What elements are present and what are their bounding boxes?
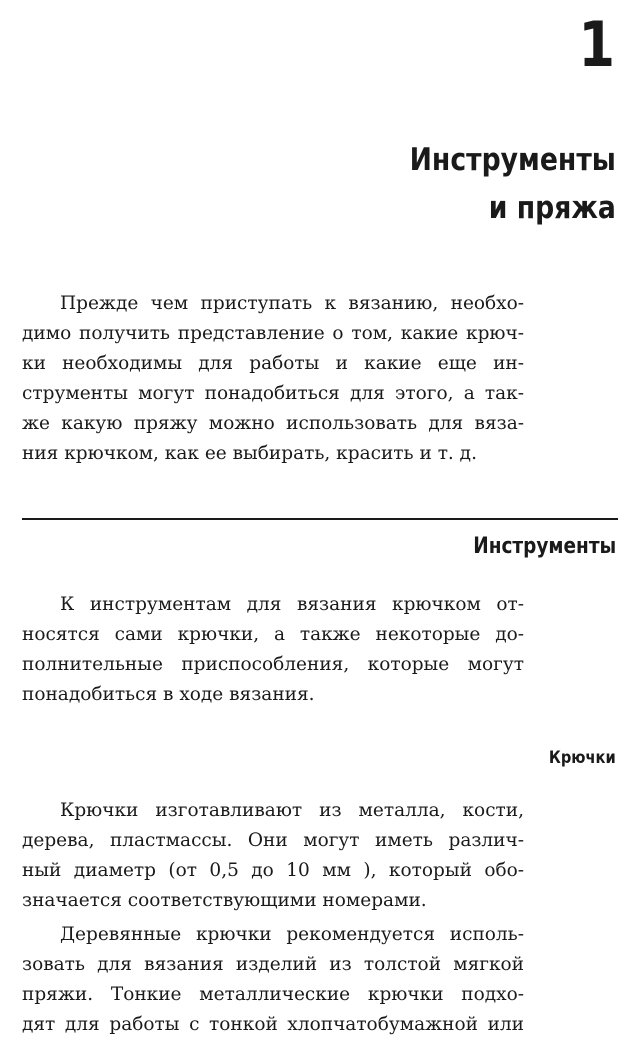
text-line: дерева, пластмассы. Они могут иметь различ-: [22, 830, 524, 851]
text-line: ния крючком, как ее выбирать, красить и т. д.: [22, 443, 477, 464]
text-line: дят для работы с тонкой хлопчатобумажной или: [22, 1014, 524, 1035]
text-line: димо получить представление о том, какие крюч-: [22, 323, 524, 344]
text-line: полнительные приспособления, которые могут: [22, 654, 524, 675]
text-line: ный диаметр (от 0,5 до 10 мм ), который обо-: [22, 860, 524, 881]
text-line: пряжи. Тонкие металлические крючки подхо-: [22, 984, 524, 1005]
section-paragraph: [22, 590, 524, 710]
intro-paragraph: [22, 289, 524, 469]
text-line: значается соответствующими номерами.: [22, 890, 427, 911]
section-heading: Инструменты: [472, 534, 616, 559]
subsection-paragraph-1: [22, 796, 524, 916]
text-line: Деревянные крючки рекомендуется исполь-: [60, 924, 524, 945]
text-line: Прежде чем приступать к вязанию, необхо-: [60, 293, 524, 314]
text-line: зовать для вязания изделий из толстой мягкой: [22, 954, 524, 975]
text-line: носятся сами крючки, а также некоторые до-: [22, 624, 524, 645]
text-line: же какую пряжу можно использовать для вяза-: [22, 413, 524, 434]
text-line: ки необходимы для работы и какие еще ин-: [22, 353, 524, 374]
chapter-title: [410, 136, 616, 232]
text-line: Крючки изготавливают из металла, кости,: [60, 800, 524, 821]
chapter-title-line: и пряжа: [488, 190, 616, 226]
section-divider: [22, 518, 618, 520]
subsection-heading: Крючки: [549, 748, 616, 768]
text-line: понадобиться в ходе вязания.: [22, 684, 315, 705]
text-line: К инструментам для вязания крючком от-: [60, 594, 524, 615]
subsection-paragraph-2: [22, 920, 524, 1040]
chapter-title-line: Инструменты: [409, 142, 616, 178]
chapter-number: 1: [578, 8, 614, 81]
text-line: струменты могут понадобиться для этого, а так-: [22, 383, 524, 404]
